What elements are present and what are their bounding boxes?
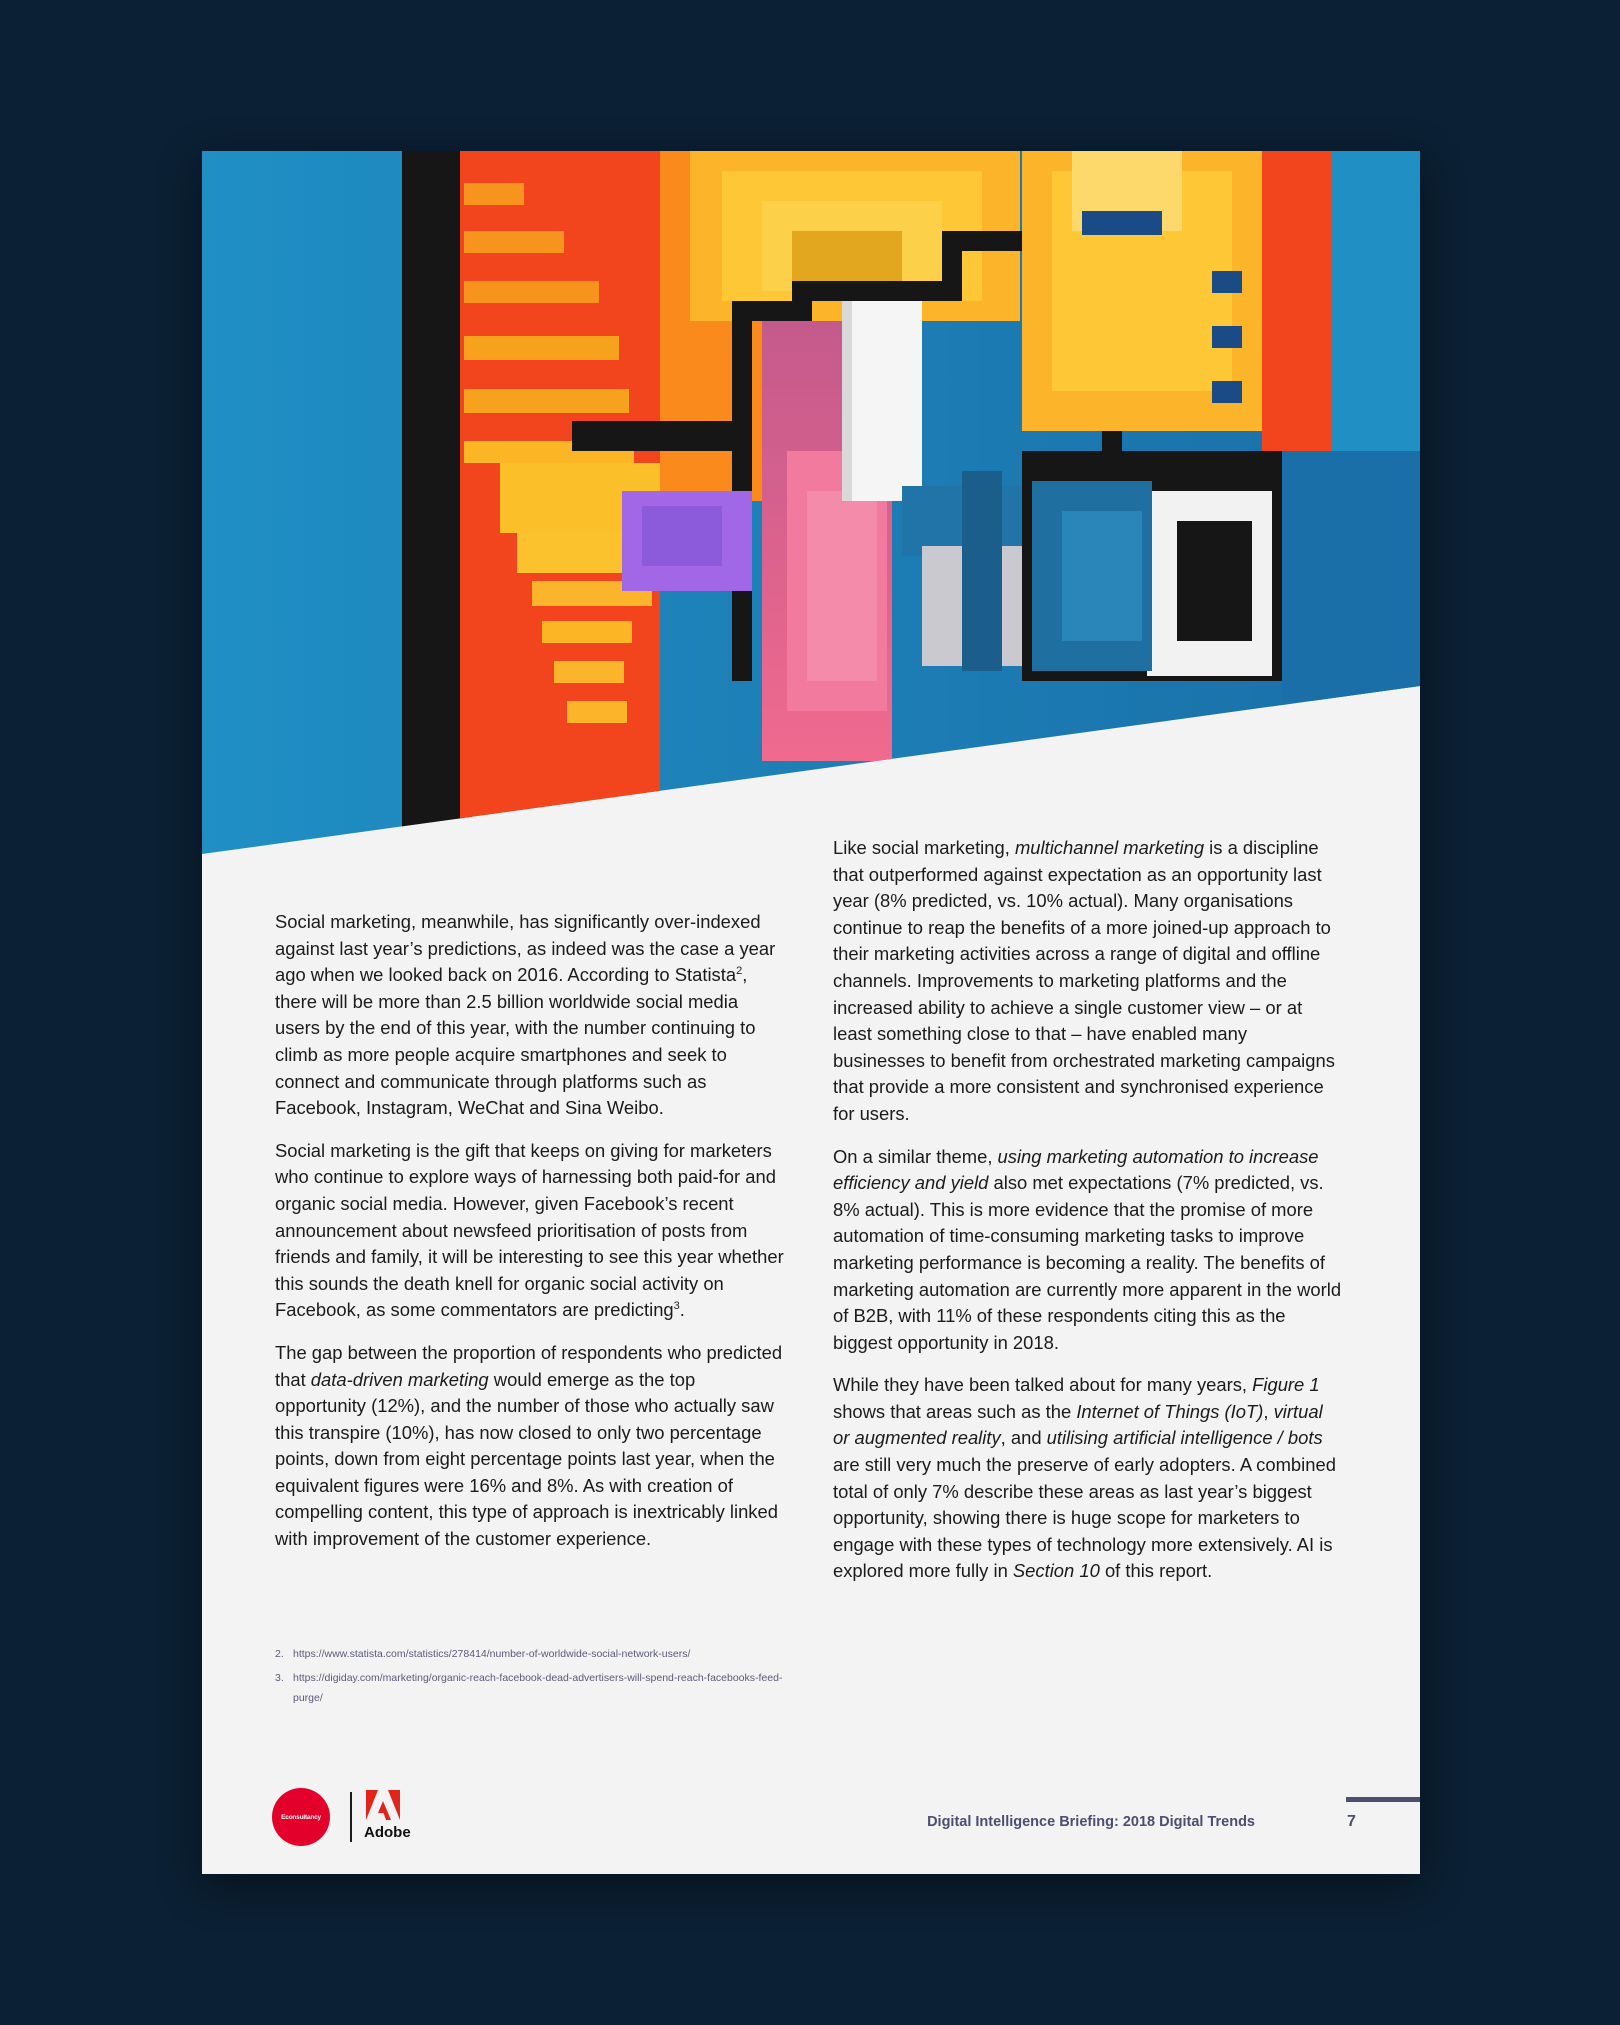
adobe-logo-icon (366, 1790, 400, 1822)
econsultancy-logo: Econsultancy (272, 1788, 330, 1846)
right-paragraph-1: Like social marketing, multichannel marketing is a discipline that outperformed against expectation as an opportunity last year (8% predicted, vs. 10% actual). Many organisations continue to reap the benefits of a more joined-up approach to their marketing activities across a range of digital and offline channels. Improvements to marketing platforms and the increased ability to achieve a single customer view – or at least something close to that – have enabled many businesses to benefit from orchestrated marketing campaigns that provide a more consistent and synchronised experience for users. (833, 837, 1335, 1124)
document-page (202, 151, 1420, 1874)
right-paragraph-2: On a similar theme, using marketing automation to increase efficiency and yield also met expectations (7% predicted, vs. 8% actual). This is more evidence that the promise of more automation of time-consuming marketing tasks to improve marketing performance is becoming a reality. The benefits of marketing automation are currently more apparent in the world of B2B, with 11% of these respondents citing this as the biggest opportunity in 2018. (833, 1145, 1342, 1353)
right-paragraph-3: While they have been talked about for many years, Figure 1 shows that areas such as the Internet of Things (IoT), virtual or augmented reality, and utilising artificial intelligence / bots are still very much the preserve of early adopters. A combined total of only 7% describe these areas as last year’s biggest opportunity, showing there is huge scope for marketers to engage with these types of technology more extensively. AI is explored more fully in Section 10 of this report. (833, 1374, 1336, 1582)
footnotes (275, 1644, 785, 1712)
left-column (275, 909, 785, 1569)
footnote-link[interactable]: https://digiday.com/marketing/organic-reach-facebook-dead-advertisers-will-spend-reach-facebooks-feed-purge/ (293, 1672, 783, 1704)
footnote-link[interactable]: https://www.statista.com/statistics/278414/number-of-worldwide-social-network-users/ (293, 1648, 691, 1660)
footnote-3: 3. https://digiday.com/marketing/organic-reach-facebook-dead-advertisers-will-spend-reach-facebooks-feed-purge/ (275, 1668, 785, 1708)
footnote-2: 2. https://www.statista.com/statistics/278414/number-of-worldwide-social-network-users/ (275, 1644, 785, 1664)
footnote-ref-3: 3 (673, 1300, 680, 1313)
right-column (833, 835, 1343, 1601)
page-number: 7 (1347, 1813, 1356, 1830)
left-paragraph-3: The gap between the proportion of respondents who predicted that data-driven marketing would emerge as the top opportunity (12%), and the number of those who actually saw this transpire (10%), has now closed to only two percentage points, down from eight percentage points last year, when the equivalent figures were 16% and 8%. As with creation of compelling content, this type of approach is inextricably linked with improvement of the customer experience. (275, 1341, 783, 1550)
left-paragraph-2: Social marketing is the gift that keeps on giving for marketers who continue to explore ways of harnessing both paid-for and organic social media. However, given Facebook’s recent announcement about newsfeed prioritisation of posts from friends and family, it will be interesting to see this year whether this sounds the death knell for organic social activity on Facebook, as some commentators are predicting$^3$. (275, 1139, 784, 1321)
logo-divider (350, 1792, 352, 1842)
adobe-wordmark: Adobe (364, 1824, 411, 1841)
hero-illustration (202, 151, 1420, 866)
left-paragraph-1: Social marketing, meanwhile, has significantly over-indexed against last year’s predictions, as indeed was the case a year ago when we looked back on 2016. According to Statista$^2$, there will be more than 2.5 billion worldwide social media users by the end of this year, with the number continuing to climb as more people acquire smartphones and seek to connect and communicate through platforms such as Facebook, Instagram, WeChat and Sina Weibo. (275, 911, 776, 1119)
footer-accent-rule (1346, 1797, 1420, 1802)
footnote-ref-2: 2 (736, 965, 743, 978)
footer-report-title: Digital Intelligence Briefing: 2018 Digital Trends (927, 1814, 1255, 1830)
